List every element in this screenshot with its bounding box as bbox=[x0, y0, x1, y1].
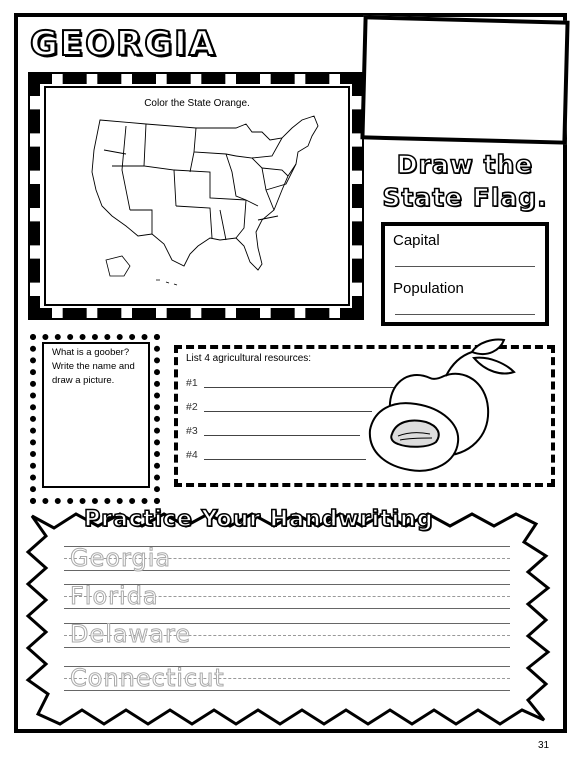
peach-icon bbox=[368, 338, 534, 484]
map-caption: Color the State Orange. bbox=[144, 98, 250, 109]
agriculture-item-2-line[interactable] bbox=[204, 411, 372, 412]
flag-title-line1: Draw the bbox=[396, 150, 534, 179]
trace-word-3: Delaware bbox=[70, 620, 192, 648]
flag-drawing-box[interactable] bbox=[360, 15, 569, 144]
handwriting-title: Practice Your Handwriting bbox=[84, 507, 434, 532]
page-number: 31 bbox=[538, 740, 550, 751]
agriculture-item-4-label: #4 bbox=[186, 449, 198, 461]
handwriting-frame bbox=[24, 510, 554, 728]
agriculture-title: List 4 agricultural resources: bbox=[186, 353, 312, 364]
agriculture-item-4-line[interactable] bbox=[204, 459, 366, 460]
capital-label: Capital bbox=[393, 232, 440, 249]
goober-prompt: What is a goober? Write the name and draw a picture. bbox=[52, 347, 135, 386]
trace-word-4: Connecticut bbox=[70, 664, 225, 692]
agriculture-item-2-label: #2 bbox=[186, 401, 198, 413]
trace-word-2: Florida bbox=[70, 582, 159, 610]
capital-population-box bbox=[381, 222, 549, 326]
flag-title bbox=[372, 148, 558, 214]
population-label: Population bbox=[393, 280, 464, 297]
agriculture-item-3-label: #3 bbox=[186, 425, 198, 437]
population-answer-line[interactable] bbox=[395, 314, 535, 315]
usa-map-icon bbox=[86, 110, 336, 290]
flag-title-line2: State Flag. bbox=[382, 183, 548, 212]
trace-word-1: Georgia bbox=[70, 544, 172, 572]
state-title: GEORGIA bbox=[30, 24, 218, 64]
capital-answer-line[interactable] bbox=[395, 266, 535, 267]
agriculture-item-1-label: #1 bbox=[186, 377, 198, 389]
agriculture-item-3-line[interactable] bbox=[204, 435, 360, 436]
